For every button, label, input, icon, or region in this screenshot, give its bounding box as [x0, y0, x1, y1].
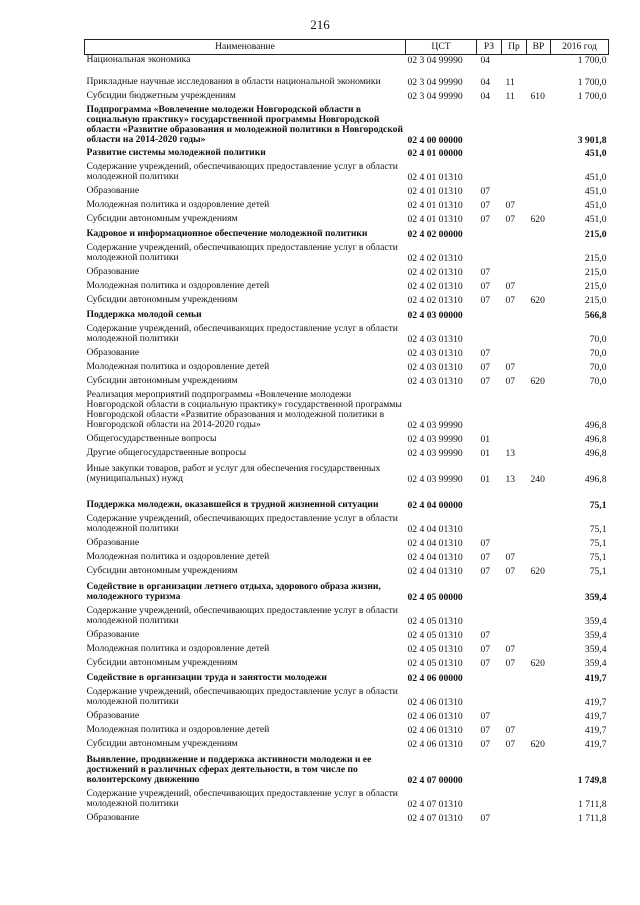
table-row [85, 669, 609, 684]
cell-sum: 359,4 [584, 644, 607, 655]
cell-name: Содержание учреждений, обеспечивающих предоставление услуг в области молодежной политики [86, 161, 398, 182]
cell-name: Молодежная политика и оздоровление детей [86, 361, 270, 372]
cell-name: Молодежная политика и оздоровление детей [86, 551, 270, 562]
cell-vr [527, 445, 551, 459]
cell-vr [527, 146, 551, 159]
cell-pr: 07 [505, 552, 516, 563]
table-row [85, 197, 609, 211]
table-row [85, 102, 609, 146]
cell-name: Реализация мероприятий подпрограммы «Вовлечение молодежи Новгородской области в социальную практику» государственной программы Новгородской области «Развитие образования и молодежной политики в Новгородской области на 2014-2020 годы» [86, 389, 402, 430]
cell-sum: 3 901,8 [577, 135, 607, 146]
cell-cst: 02 4 03 01310 [407, 376, 463, 387]
cell-cst: 02 4 04 01310 [407, 524, 463, 535]
cell-name: Образование [86, 812, 140, 823]
cell-vr [527, 66, 551, 88]
cell-sum: 496,8 [584, 448, 607, 459]
cell-pr: 11 [505, 77, 515, 88]
cell-vr: 240 [530, 474, 545, 485]
cell-sum: 359,4 [584, 592, 607, 603]
cell-vr [527, 278, 551, 292]
header-rz: РЗ [477, 40, 502, 55]
cell-name: Молодежная политика и оздоровление детей [86, 280, 270, 291]
cell-vr [527, 359, 551, 373]
cell-cst: 02 4 03 99990 [407, 420, 463, 431]
cell-name: Образование [86, 710, 140, 721]
cell-vr [527, 102, 551, 146]
cell-pr: 07 [505, 739, 516, 750]
cell-pr [502, 387, 527, 431]
cell-cst: 02 4 06 01310 [407, 697, 463, 708]
cell-name: Субсидии автономным учреждениям [86, 213, 238, 224]
cell-cst: 02 4 05 01310 [407, 630, 463, 641]
cell-vr [527, 197, 551, 211]
cell-cst: 02 4 03 99990 [407, 434, 463, 445]
table-row [85, 225, 609, 240]
header-vr: ВР [527, 40, 551, 55]
cell-rz: 07 [480, 362, 491, 373]
cell-pr: 11 [505, 91, 515, 102]
cell-rz: 04 [480, 77, 491, 88]
cell-name: Другие общегосударственные вопросы [86, 447, 247, 458]
cell-pr: 07 [505, 644, 516, 655]
cell-sum: 419,7 [584, 711, 607, 722]
cell-sum: 70,0 [589, 376, 607, 387]
cell-name: Образование [86, 347, 140, 358]
cell-pr [502, 669, 527, 684]
cell-cst: 02 4 04 01310 [407, 566, 463, 577]
cell-rz [477, 750, 502, 786]
cell-vr [527, 511, 551, 535]
cell-pr [502, 577, 527, 603]
table-row [85, 146, 609, 159]
cell-cst: 02 4 07 01310 [407, 799, 463, 810]
header-row [85, 40, 609, 55]
cell-rz: 07 [480, 725, 491, 736]
cell-vr [527, 708, 551, 722]
table-row [85, 373, 609, 387]
cell-cst: 02 4 03 99990 [407, 448, 463, 459]
cell-pr [502, 627, 527, 641]
cell-sum: 75,1 [589, 566, 607, 577]
cell-vr: 620 [530, 376, 545, 387]
cell-sum: 1 749,8 [577, 775, 607, 786]
cell-vr [527, 225, 551, 240]
table-row [85, 66, 609, 88]
table-row [85, 722, 609, 736]
cell-sum: 419,7 [584, 739, 607, 750]
cell-sum: 496,8 [584, 434, 607, 445]
table-row [85, 459, 609, 485]
cell-sum: 451,0 [584, 148, 607, 159]
cell-cst: 02 4 01 00000 [407, 148, 463, 159]
cell-rz [477, 102, 502, 146]
cell-pr [502, 708, 527, 722]
cell-name: Общегосударственные вопросы [86, 433, 217, 444]
header-sum: 2016 год [551, 40, 609, 55]
cell-pr: 07 [505, 214, 516, 225]
cell-cst: 02 4 03 01310 [407, 334, 463, 345]
cell-rz [477, 577, 502, 603]
table-row [85, 535, 609, 549]
cell-sum: 75,1 [589, 538, 607, 549]
table-row [85, 549, 609, 563]
cell-pr: 13 [505, 448, 516, 459]
table-row [85, 786, 609, 810]
table-row [85, 684, 609, 708]
table-row [85, 750, 609, 786]
cell-name: Образование [86, 185, 140, 196]
cell-vr: 620 [530, 295, 545, 306]
table-header [85, 40, 609, 55]
table-row [85, 240, 609, 264]
cell-pr: 07 [505, 281, 516, 292]
cell-name: Молодежная политика и оздоровление детей [86, 643, 270, 654]
cell-sum: 70,0 [589, 362, 607, 373]
cell-cst: 02 4 01 01310 [407, 172, 463, 183]
page-number: 216 [310, 17, 330, 32]
header-name: Наименование [85, 40, 406, 55]
cell-vr [527, 55, 551, 67]
cell-sum: 496,8 [584, 420, 607, 431]
cell-sum: 215,0 [584, 229, 607, 240]
cell-rz [477, 225, 502, 240]
cell-vr [527, 603, 551, 627]
table-row [85, 321, 609, 345]
cell-cst: 02 4 02 01310 [407, 281, 463, 292]
cell-cst: 02 4 03 01310 [407, 362, 463, 373]
table-row [85, 211, 609, 225]
cell-rz: 07 [480, 186, 491, 197]
cell-rz [477, 603, 502, 627]
cell-vr: 620 [530, 658, 545, 669]
cell-rz: 07 [480, 214, 491, 225]
cell-rz: 07 [480, 711, 491, 722]
table-row [85, 55, 609, 67]
cell-sum: 419,7 [584, 697, 607, 708]
table-row [85, 641, 609, 655]
cell-name: Молодежная политика и оздоровление детей [86, 724, 270, 735]
cell-vr [527, 345, 551, 359]
cell-sum: 1 700,0 [577, 77, 607, 88]
cell-name: Молодежная политика и оздоровление детей [86, 199, 270, 210]
cell-name: Субсидии автономным учреждениям [86, 294, 238, 305]
cell-vr [527, 535, 551, 549]
cell-rz: 01 [480, 474, 491, 485]
cell-sum: 419,7 [584, 673, 607, 684]
cell-name: Поддержка молодежи, оказавшейся в трудной жизненной ситуации [86, 499, 379, 510]
cell-sum: 215,0 [584, 267, 607, 278]
cell-cst: 02 4 05 01310 [407, 616, 463, 627]
header-cst: ЦСТ [406, 40, 477, 55]
cell-pr [502, 264, 527, 278]
cell-rz [477, 669, 502, 684]
cell-name: Прикладные научные исследования в области национальной экономики [86, 76, 381, 87]
cell-rz [477, 786, 502, 810]
budget-table [84, 39, 609, 824]
table-row [85, 445, 609, 459]
cell-name: Субсидии автономным учреждениям [86, 565, 238, 576]
cell-pr: 07 [505, 362, 516, 373]
cell-name: Развитие системы молодежной политики [86, 147, 266, 158]
cell-rz [477, 240, 502, 264]
cell-pr [502, 345, 527, 359]
cell-pr [502, 431, 527, 445]
cell-cst: 02 4 06 01310 [407, 711, 463, 722]
cell-cst: 02 4 05 01310 [407, 644, 463, 655]
cell-pr [502, 684, 527, 708]
cell-name: Выявление, продвижение и поддержка активности молодежи и ее достижений в различных сферах деятельности, в том числе по волонтерскому движению [86, 754, 372, 785]
cell-cst: 02 4 00 00000 [407, 135, 463, 146]
cell-rz: 07 [480, 566, 491, 577]
cell-name: Содержание учреждений, обеспечивающих предоставление услуг в области молодежной политики [86, 605, 398, 626]
cell-name: Образование [86, 629, 140, 640]
cell-pr [502, 55, 527, 67]
cell-sum: 451,0 [584, 186, 607, 197]
cell-sum: 1 700,0 [577, 55, 607, 66]
cell-name: Содержание учреждений, обеспечивающих предоставление услуг в области молодежной политики [86, 686, 398, 707]
cell-vr [527, 786, 551, 810]
cell-rz: 01 [480, 434, 491, 445]
cell-rz: 07 [480, 739, 491, 750]
table-row [85, 359, 609, 373]
cell-vr: 610 [530, 91, 545, 102]
cell-name: Национальная экономика [86, 54, 191, 65]
cell-pr [502, 102, 527, 146]
cell-pr [502, 603, 527, 627]
table-row [85, 511, 609, 535]
cell-name: Содержание учреждений, обеспечивающих предоставление услуг в области молодежной политики [86, 323, 398, 344]
cell-vr: 620 [530, 739, 545, 750]
cell-cst: 02 4 02 01310 [407, 267, 463, 278]
cell-cst: 02 4 05 00000 [407, 592, 463, 603]
cell-sum: 70,0 [589, 334, 607, 345]
cell-vr [527, 627, 551, 641]
table-row [85, 708, 609, 722]
table-body [85, 55, 609, 825]
cell-pr: 07 [505, 200, 516, 211]
cell-rz: 07 [480, 200, 491, 211]
cell-pr: 07 [505, 295, 516, 306]
cell-cst: 02 4 01 01310 [407, 186, 463, 197]
cell-sum: 359,4 [584, 658, 607, 669]
cell-rz [477, 511, 502, 535]
cell-name: Субсидии бюджетным учреждениям [86, 90, 236, 101]
cell-rz: 07 [480, 630, 491, 641]
cell-cst: 02 4 04 01310 [407, 552, 463, 563]
cell-sum: 75,1 [589, 524, 607, 535]
table-row [85, 577, 609, 603]
table-row [85, 278, 609, 292]
table-row [85, 88, 609, 102]
cell-sum: 75,1 [589, 552, 607, 563]
cell-sum: 496,8 [584, 474, 607, 485]
cell-rz [477, 146, 502, 159]
cell-sum: 75,1 [589, 500, 607, 511]
cell-name: Содержание учреждений, обеспечивающих предоставление услуг в области молодежной политики [86, 513, 398, 534]
cell-sum: 1 700,0 [577, 91, 607, 102]
cell-sum: 359,4 [584, 630, 607, 641]
cell-name: Содержание учреждений, обеспечивающих предоставление услуг в области молодежной политики [86, 242, 398, 263]
cell-pr: 07 [505, 566, 516, 577]
table-row [85, 159, 609, 183]
cell-vr [527, 722, 551, 736]
cell-vr [527, 641, 551, 655]
table-row [85, 485, 609, 511]
cell-cst: 02 4 02 00000 [407, 229, 463, 240]
cell-sum: 451,0 [584, 172, 607, 183]
table-row [85, 603, 609, 627]
cell-cst: 02 4 03 99990 [407, 474, 463, 485]
cell-sum: 70,0 [589, 348, 607, 359]
cell-name: Содействие в организации труда и занятости молодежи [86, 672, 327, 683]
cell-name: Содержание учреждений, обеспечивающих предоставление услуг в области молодежной политики [86, 788, 398, 809]
cell-sum: 419,7 [584, 725, 607, 736]
cell-cst: 02 4 04 01310 [407, 538, 463, 549]
table-row [85, 292, 609, 306]
cell-pr [502, 810, 527, 824]
cell-name: Кадровое и информационное обеспечение молодежной политики [86, 228, 368, 239]
cell-rz: 04 [480, 91, 491, 102]
cell-pr: 07 [505, 376, 516, 387]
cell-cst: 02 4 05 01310 [407, 658, 463, 669]
cell-name: Субсидии автономным учреждениям [86, 657, 238, 668]
cell-rz: 07 [480, 376, 491, 387]
cell-cst: 02 4 03 00000 [407, 310, 463, 321]
cell-name: Субсидии автономным учреждениям [86, 375, 238, 386]
cell-cst: 02 3 04 99990 [407, 55, 463, 66]
cell-vr [527, 431, 551, 445]
table-row [85, 431, 609, 445]
cell-vr: 620 [530, 214, 545, 225]
cell-name: Подпрограмма «Вовлечение молодежи Новгородской области в социальную практику» государственной программы Новгородской области «Развитие образования и молодежной политики в Новгородской области на 2014-2020 годы» [86, 104, 403, 145]
cell-cst: 02 4 02 01310 [407, 253, 463, 264]
cell-pr [502, 750, 527, 786]
cell-pr [502, 225, 527, 240]
cell-sum: 215,0 [584, 253, 607, 264]
cell-cst: 02 4 06 01310 [407, 739, 463, 750]
cell-rz [477, 684, 502, 708]
table-row [85, 810, 609, 824]
cell-rz: 07 [480, 552, 491, 563]
cell-rz [477, 321, 502, 345]
cell-name: Образование [86, 266, 140, 277]
cell-rz: 07 [480, 644, 491, 655]
cell-name: Поддержка молодой семьи [86, 309, 202, 320]
cell-cst: 02 4 01 01310 [407, 214, 463, 225]
cell-vr [527, 669, 551, 684]
cell-name: Иные закупки товаров, работ и услуг для обеспечения государственных (муниципальных) нужд [86, 463, 381, 484]
cell-pr: 07 [505, 725, 516, 736]
cell-vr [527, 183, 551, 197]
cell-pr: 07 [505, 658, 516, 669]
cell-vr [527, 264, 551, 278]
cell-sum: 566,8 [584, 310, 607, 321]
table-row [85, 345, 609, 359]
table-row [85, 306, 609, 321]
cell-pr [502, 485, 527, 511]
cell-rz: 07 [480, 295, 491, 306]
cell-cst: 02 4 02 01310 [407, 295, 463, 306]
cell-cst: 02 3 04 99990 [407, 77, 463, 88]
table-row [85, 627, 609, 641]
cell-rz: 07 [480, 538, 491, 549]
cell-rz: 07 [480, 348, 491, 359]
header-pr: Пр [502, 40, 527, 55]
cell-vr [527, 306, 551, 321]
table-row [85, 736, 609, 750]
cell-rz [477, 306, 502, 321]
cell-rz: 04 [480, 55, 491, 66]
cell-cst: 02 4 01 01310 [407, 200, 463, 211]
cell-pr: 13 [505, 474, 516, 485]
cell-sum: 359,4 [584, 616, 607, 627]
table-row [85, 387, 609, 431]
cell-cst: 02 4 06 00000 [407, 673, 463, 684]
table-row [85, 264, 609, 278]
cell-pr [502, 535, 527, 549]
cell-pr [502, 146, 527, 159]
cell-vr [527, 240, 551, 264]
table-row [85, 183, 609, 197]
cell-cst: 02 4 04 00000 [407, 500, 463, 511]
cell-pr [502, 786, 527, 810]
cell-vr [527, 549, 551, 563]
cell-vr [527, 684, 551, 708]
cell-pr [502, 183, 527, 197]
cell-rz: 01 [480, 448, 491, 459]
cell-vr [527, 159, 551, 183]
cell-name: Образование [86, 537, 140, 548]
cell-vr [527, 321, 551, 345]
cell-rz [477, 159, 502, 183]
cell-vr [527, 387, 551, 431]
cell-sum: 1 711,8 [578, 813, 607, 824]
cell-sum: 215,0 [584, 281, 607, 292]
cell-rz [477, 387, 502, 431]
table-row [85, 655, 609, 669]
cell-cst: 02 4 06 01310 [407, 725, 463, 736]
cell-vr: 620 [530, 566, 545, 577]
cell-cst: 02 4 03 01310 [407, 348, 463, 359]
cell-rz: 07 [480, 267, 491, 278]
cell-vr [527, 577, 551, 603]
cell-cst: 02 3 04 99990 [407, 91, 463, 102]
cell-sum: 451,0 [584, 214, 607, 225]
cell-vr [527, 750, 551, 786]
table-row [85, 563, 609, 577]
cell-pr [502, 321, 527, 345]
cell-vr [527, 810, 551, 824]
cell-name: Содействие в организации летнего отдыха, здорового образа жизни, молодежного туризма [86, 581, 381, 602]
cell-pr [502, 159, 527, 183]
cell-name: Субсидии автономным учреждениям [86, 738, 238, 749]
cell-cst: 02 4 07 00000 [407, 775, 463, 786]
cell-vr [527, 485, 551, 511]
cell-pr [502, 306, 527, 321]
cell-cst: 02 4 07 01310 [407, 813, 463, 824]
cell-rz [477, 485, 502, 511]
cell-pr [502, 240, 527, 264]
cell-pr [502, 511, 527, 535]
cell-rz: 07 [480, 281, 491, 292]
cell-sum: 451,0 [584, 200, 607, 211]
cell-sum: 215,0 [584, 295, 607, 306]
cell-sum: 1 711,8 [578, 799, 607, 810]
cell-rz: 07 [480, 813, 491, 824]
cell-rz: 07 [480, 658, 491, 669]
